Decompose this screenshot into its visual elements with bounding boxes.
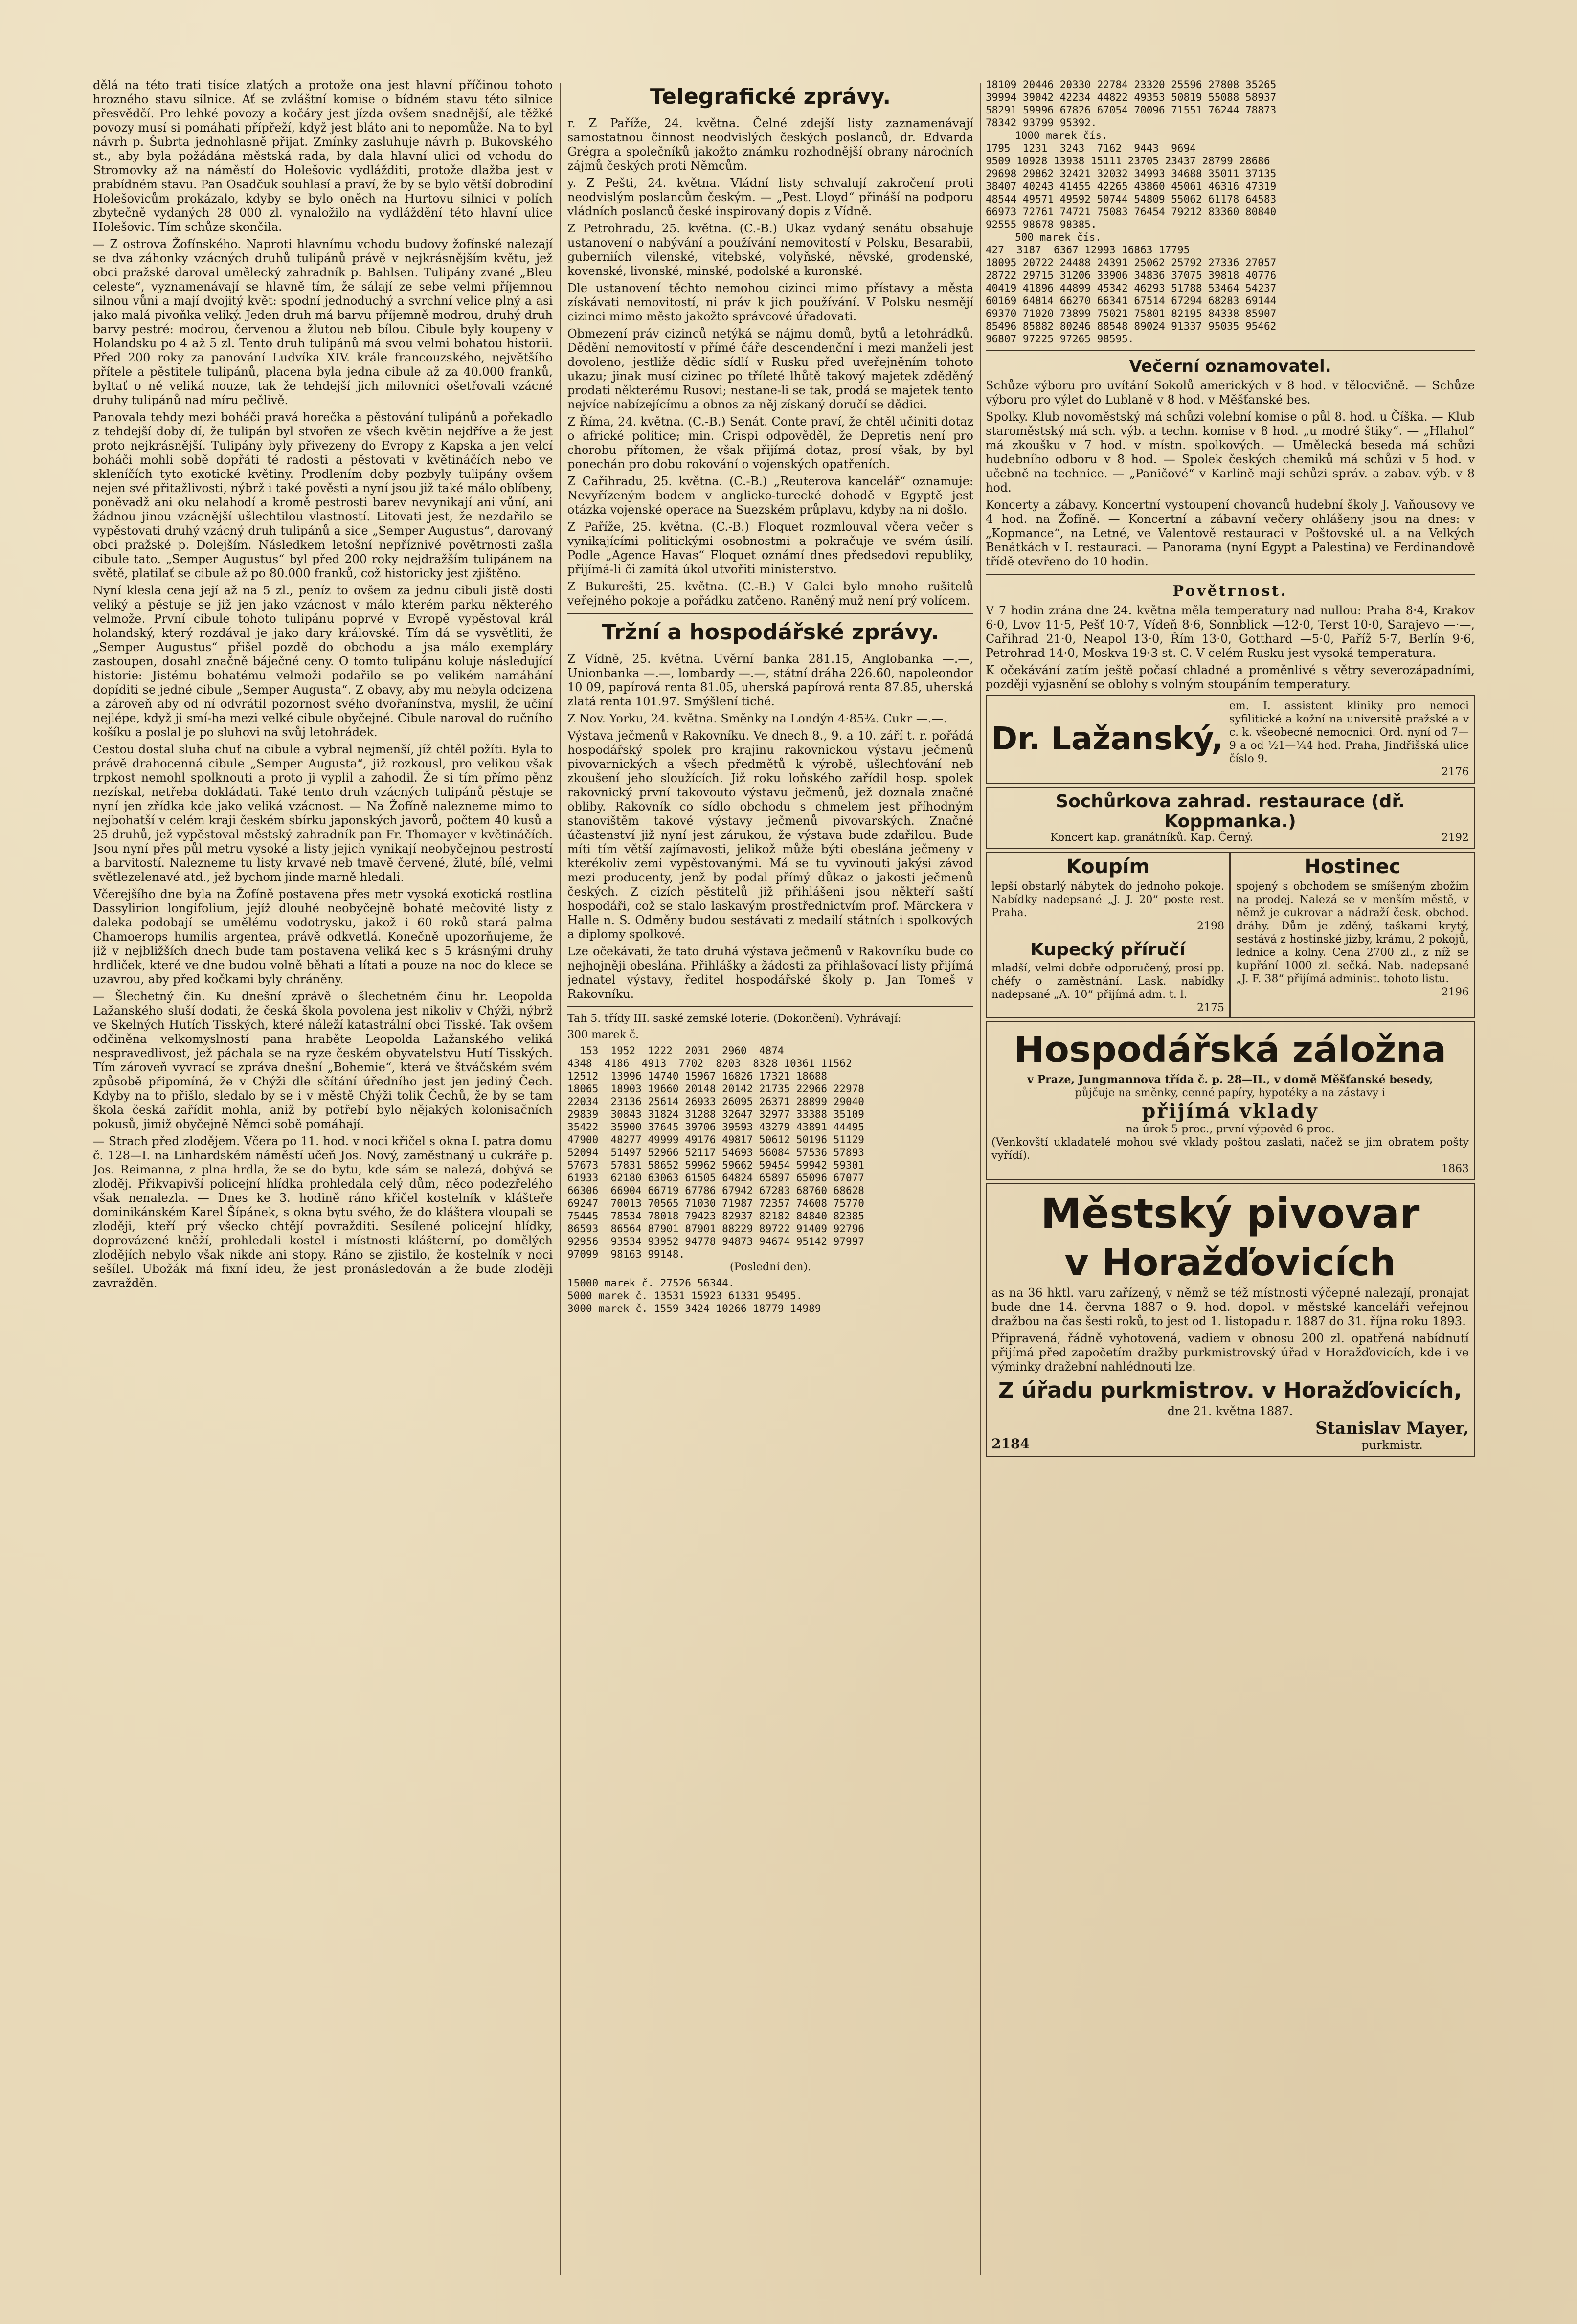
section-rule bbox=[567, 613, 973, 614]
lottery-row: 1795 1231 3243 7162 9443 9694 bbox=[986, 142, 1196, 154]
lottery-row: 96807 97225 97265 98595. bbox=[986, 333, 1134, 345]
ad-pivovar-title1: Městský pivovar bbox=[1040, 1190, 1420, 1238]
ad-zalozna-title: Hospodářská záložna bbox=[1014, 1029, 1446, 1071]
lottery-row: 427 3187 6367 12993 16863 17795 bbox=[986, 244, 1190, 256]
lottery-row: 86593 86564 87901 87901 88229 89722 91409 92796 bbox=[567, 1223, 864, 1235]
lottery-1000-title: 1000 marek čís. bbox=[1015, 130, 1108, 141]
telegram-carihrad: Z Cařihradu, 25. května. (C.-B.) „Reuterova kancelář“ oznamuje: Nevyřízeným bodem v anglicko-turecké dohodě v Egyptě jest otázka vojenské operace na Suezském průplavu, kdyby na ni došlo. bbox=[567, 474, 973, 517]
lottery-row: 47900 48277 49999 49176 49817 50612 50196 51129 bbox=[567, 1134, 864, 1146]
telegram-pariz-1: r. Z Paříže, 24. května. Čelné zdejší listy zaznamenávají samostatnou činnost neodvislých českých poslanců, dr. Edvarda Grégra a společníků jakožto známku rozhodnější obrany národních zájmů českých proti Němcům. bbox=[567, 116, 973, 173]
lottery-numbers bbox=[567, 1044, 973, 1261]
ad-hostinec-number: 2196 bbox=[1442, 986, 1469, 998]
lottery-row: 85496 85882 80246 88548 89024 91337 95035 95462 bbox=[986, 320, 1277, 332]
lottery-row: 69247 70013 70565 71030 71987 72357 74608 75770 bbox=[567, 1197, 864, 1209]
telegram-petrohrad-3: Obmezení práv cizinců netýká se nájmu domů, bytů a letohrádků. Dědění nemovitostí v přímé čáře descendenční i mezi manželi jest dovoleno, jestliže dědic sídlí v Rusku před uveřejněním tohoto ukazu; jinak musí cizinec po tříleté lhůtě takový majetek zděděný prodati některému Rusovi; nestane-li se tak, prodá se majetek tento nejvíce nabízejícímu a obnos za něj získaný doručí se dědici. bbox=[567, 327, 973, 411]
ad-lazansky-number: 2176 bbox=[1442, 766, 1469, 778]
ad-lazansky-name: Dr. Lažanský, bbox=[991, 721, 1223, 757]
ad-sochurkova-restaurace bbox=[986, 787, 1475, 849]
heading-trzni-zpravy: Tržní a hospodářské zprávy. bbox=[602, 620, 939, 645]
lottery-row: 29839 30843 31824 31288 32647 32977 33388 35109 bbox=[567, 1108, 864, 1120]
lottery-row: 66306 66904 66719 67786 67942 67283 68760 68628 bbox=[567, 1185, 864, 1196]
lottery-row: 28722 29715 31206 33906 34836 37075 39818 40776 bbox=[986, 270, 1277, 281]
evening-spolky: Spolky. Klub novoměstský má schůzi volební komise o půl 8. hod. u Číška. — Klub staroměstský má sch. výb. a techn. komise v 8 hod. „u modré štiky“. — „Hlahol“ má zkoušku v 7 hod. v místn. spolkových. — Umělecká beseda má schůzi hudebního odboru v 8 hod. — Spolek českých chemiků má schůzi v 5 hod. v učebně na technice. — „Paničové“ v Karlíně mají schůzi správ. a zabav. výb. v 8 hod. bbox=[986, 410, 1475, 495]
ad-kupecky-text: mladší, velmi dobře odporučený, prosí pp. chéfy o zaměstnání. Lask. nabídky nadepsané „A. 10“ přijímá adm. t. l. bbox=[991, 962, 1224, 1001]
lottery-row: 35422 35900 37645 39706 39593 43279 43891 44495 bbox=[567, 1121, 864, 1133]
section-rule bbox=[986, 350, 1475, 351]
lottery-row: 18065 18903 19660 20148 20142 21735 22966 22978 bbox=[567, 1083, 864, 1095]
telegram-rim: Z Říma, 24. května. (C.-B.) Senát. Conte praví, že chtěl učiniti dotaz o africké politice; min. Crispi odpověděl, že Depretis není pro chorobu přítomen, že však přijímá dotaz, prosí však, by byl ponechán pro dobu rokování o vojenských opatřeních. bbox=[567, 415, 973, 471]
lottery-row: 66973 72761 74721 75083 76454 79212 83360 80840 bbox=[986, 206, 1277, 218]
lottery-row: 9509 10928 13938 15111 23705 23437 28799 28686 bbox=[986, 155, 1270, 167]
ad-dr-lazansky bbox=[986, 695, 1475, 784]
ad-sochurkova-title: Sochůrkova zahrad. restaurace (dř. Koppmanka.) bbox=[1056, 791, 1405, 832]
lottery-tail-row: 3000 marek č. 1559 3424 10266 18779 14989 bbox=[567, 1303, 821, 1314]
telegram-pest: y. Z Pešti, 24. května. Vládní listy schvalují zakročení proti neodvislým poslancům českým. — „Pest. Lloyd“ přináší na podporu vládních poslanců české inspirovaný dopis z Vídně. bbox=[567, 176, 973, 218]
heading-povetrnost: Povětrnost. bbox=[1172, 583, 1288, 600]
ad-zalozna-line2: půjčuje na směnky, cenné papíry, hypotéky a na zástavy i bbox=[1075, 1087, 1386, 1099]
lottery-row: 69370 71020 73899 75021 75801 82195 84338 85907 bbox=[986, 308, 1277, 319]
paragraph-zofin-tulipany: — Z ostrova Žofínského. Naproti hlavnímu vchodu budovy žofínské nalezají se dva záhonky vzácných druhů tulipánů právě v nejkrásnějším květu, jež obci pražské daroval umělecký zahradník p. Bahlsen. Tulipány zvané „Bleu celeste“, vyznamenávají se hlavně tím, že sálají ze sebe velmi příjemnou silnou vůni a mají dvojitý květ: spodní jednoduchý a svrchní velice plný a asi jako malá pivoňka veliký. Jeden druh má barvu příjemně modrou, druhý druh barvy pestré: modrou, červenou a žlutou neb bílou. Cibule byly koupeny v Holandsku po 4 až 5 zl. Tento druh tulipánů má svou velmi bohatou historii. Před 200 roky za panování Ludvíka XIV. krále francouzského, největšího přítele a pěstitele tulipánů, placena byla jedna cibule až za 40.000 franků, byltať o ně veliká nouze, tak že tehdejší jich milovníci ošetřovali vzácné druhy tulipánů nad míru pečlivě. bbox=[93, 237, 553, 407]
telegram-petrohrad: Z Petrohradu, 25. května. (C.-B.) Ukaz vydaný senátu obsahuje ustanovení o nabývání a používání nemovitostí v Polsku, Besarabii, guberniích vilenské, vitebské, volyňské, něvské, grodenské, kovenské, livonské, minské, podolské a kuronské. bbox=[567, 222, 973, 278]
lottery-row: 92956 93534 93952 94778 94873 94674 95142 97997 bbox=[567, 1236, 864, 1247]
evening-koncerty: Koncerty a zábavy. Koncertní vystoupení chovanců hudební školy J. Vaňousovy ve 4 hod. na Žofíně. — Koncertní a zábavní večery ohlášeny jsou na dnes: v „Kopmance“, na Letné, ve Valentově restauraci v Poštovské ul. a na Velkých Benátkách v I. restauraci. — Panorama (nyní Egypt a Palestina) ve Ferdinandově třídě otevřeno do 10 hodin. bbox=[986, 498, 1475, 568]
lottery-row: 12512 13996 14740 15967 16826 17321 18688 bbox=[567, 1070, 828, 1082]
evening-schuze: Schůze výboru pro uvítání Sokolů amerických v 8 hod. v tělocvičně. — Schůze výboru pro výlet do Lublaně v 8 hod. v Měšťanské bes. bbox=[986, 379, 1475, 406]
ad-lazansky-text: em. I. assistent kliniky pro nemoci syfilitické a kožní na universitě pražské a v c. k. všeobecné nemocnici. Ord. nyní od 7—9 a od ½1—¼4 hod. Praha, Jindřišská ulice číslo 9. bbox=[1229, 700, 1469, 765]
paragraph-silnice: dělá na této trati tisíce zlatých a protože ona jest hlavní příčinou tohoto hrozného stavu silnice. Ať se zvláštní komise o bídném stavu této silnice přesvědčí. Pro lehké povozy a kočáry jest jízda ovšem snadnější, ale těžké povozy musí si pomáhati přípřeží, když jest bláto ani to nepomůže. Na to byl návrh p. Šubrta jednohlasně přijat. Zmínky zasluhuje návrh p. Bukovského st., aby byla požádána městská rada, by dala hlavní ulici od vchodu do Stromovky až na náměstí do Holešovic vydlážditi, protože dlažba jest v prabídném stavu. Pan Osadčuk souhlasí a praví, že by se bylo větší dobrodiní Holešovicům prokázalo, kdyby se bylo oněch na Hurtovu silnici v polích zbytečně vydaných 28 000 zl. vynaložilo na vydláždění této hlavní ulice Holešovic. Tím schůze skončila. bbox=[93, 78, 553, 234]
lottery-row: 57673 57831 58652 59962 59662 59454 59942 59301 bbox=[567, 1159, 864, 1171]
ad-pivovar-office: Z úřadu purkmistrov. v Horažďovicích, bbox=[998, 1378, 1462, 1403]
lottery-row: 29698 29862 32421 32032 34993 34688 35011 37135 bbox=[986, 168, 1277, 180]
column-telegrams bbox=[567, 78, 973, 2289]
section-rule bbox=[567, 1006, 973, 1007]
lottery-row: 78342 93799 95392. bbox=[986, 117, 1097, 129]
lottery-last-day: (Poslední den). bbox=[729, 1261, 811, 1273]
section-rule bbox=[986, 574, 1475, 575]
ad-zalozna-number: 1863 bbox=[1442, 1163, 1469, 1175]
ad-sochurkova-number: 2192 bbox=[1442, 832, 1469, 844]
heading-vecerni-oznamovatel: Večerní oznamovatel. bbox=[1129, 357, 1331, 376]
telegram-pariz-2: Z Paříže, 25. května. (C.-B.) Floquet rozmlouval včera večer s vynikajícími politickými osobnostmi a pokračuje ve svém úsilí. Podle „Agence Havas“ Floquet oznámí dnes předsedovi republiky, přijímá-li či zamítá úkol utvořiti ministerstvo. bbox=[567, 520, 973, 576]
ad-mestsky-pivovar bbox=[986, 1183, 1475, 1457]
ad-pivovar-signer: Stanislav Mayer, bbox=[1315, 1419, 1469, 1438]
lottery-row: 4348 4186 4913 7702 8203 8328 10361 11562 bbox=[567, 1058, 852, 1069]
lottery-row: 92555 98678 98385. bbox=[986, 219, 1097, 230]
paragraph-tulipany-historie: Panovala tehdy mezi boháči pravá horečka a pěstování tulipánů a pořekadlo z tehdejší doby dí, že tulipán byl stvořen ze všech květin nejdříve a že jest proto nejkrásnější. Tulipány byly přivezeny do Evropy z Kapska a jen velcí boháči mohli sobě dopřáti té radosti a pěstovati v květináčích nebo ve skleníčích tyto exotické květiny. Prodlením doby pozbyly tulipány ovšem nejen své přitažlivosti, nýbrž i také pověsti a nyní jsou již také málo oblíbeny, poněvadž ani oku nelahodí a kromě pestrosti barev nevynikají ani vůní, ani žádnou jinou vzácnější ušlechtilou vlastností. Litovati jest, že nezdařilo se vypěstovati druhý vzácný druh tulipánů a sice „Semper Augustus“, darovaný obci pražské p. Dolejším. Následkem letošní nepříznivé povětrnosti zašla cibule tato. „Semper Augustus“ byl před 200 roky nejdražším tulipánem na světě, platilať se cibule až po 80.000 franků, což historicky jest zjištěno. bbox=[93, 410, 553, 580]
ad-koupim-text: lepší obstarlý nábytek do jednoho pokoje. Nabídky nadepsané „J. J. 20“ poste rest. Praha. bbox=[991, 880, 1224, 919]
lottery-row: 61933 62180 63063 61505 64824 65897 65096 67077 bbox=[567, 1172, 864, 1184]
heading-telegraficke-zpravy: Telegrafické zprávy. bbox=[650, 84, 891, 109]
lottery-row: 18095 20722 24488 24391 25062 25792 27336 27057 bbox=[986, 257, 1277, 269]
ad-pivovar-date: dne 21. května 1887. bbox=[1167, 1404, 1293, 1418]
column-ads bbox=[986, 78, 1475, 2289]
weather-forecast: K očekávání zatím ještě počasí chladné a proměnlivé s větry severozápadními, později vyjasnění se oblohy s volným stoupáním temperatury. bbox=[986, 663, 1475, 691]
paragraph-javory: Cestou dostal sluha chuť na cibule a vybral nejmenší, jíž chtěl požíti. Byla to právě drahocenná cibule „Semper Augusta“, již rozkousl, pro velikou však trpkost nemohl spolknouti a proto ji vyplil a zahodil. Že si tím přímo pěnz nezískal, netřeba dokládati. Také tento druh vzácných tulipánů pěstuje se nyní jen zřídka kde jako veliká vzácnost. — Na Žofíně nalezneme mimo to nejbohatší v celém kraji českém sbírku japonských javorů, počtem 40 kusů a 25 druhů, jež vypěstoval městský zahradník pan Fr. Thomayer v květináčích. Jsou nyní přes půl metru vysoké a listy jejich vynikají neobyčejnou pestrostí a barvitostí. Nalezneme tu listy krvavé neb tmavě červené, žluté, bílé, velmi světlezelenavé atd., jež bychom jinde marně hledali. bbox=[93, 743, 553, 884]
ad-pivovar-signer-role: purkmistr. bbox=[1361, 1438, 1423, 1452]
weather-report: V 7 hodin zrána dne 24. května měla temperatury nad nullou: Praha 8·4, Krakov 6·0, Lvov 11·5, Pešť 10·7, Vídeň 8·6, Sonnblick —12·0, Terst 10·0, Sarajevo —·—, Cařihrad 21·0, Neapol 13·0, Řím 13·0, Gotthard —5·0, Paříž 5·7, Berlín 9·6, Petrohrad 14·0, Moskva 19·3 st. C. V celém Rusku jest vysoká temperatura. bbox=[986, 604, 1475, 660]
paragraph-strach-pred-zlodejem: — Strach před zlodějem. Včera po 11. hod. v noci křičel s okna I. patra domu č. 128—I. na Linhardském náměstí učeň Jos. Nový, zaměstnaný u cukráře p. Jos. Reimanna, z plna hrdla, že se do bytu, kde sám se nalezá, dobývá se zloděj. Přikvapivší policejní hlídka prohledala celý dům, něco podezřelého však nenalezla. — Dnes ke 3. hodině ráno křičel kostelník v klášteře dominikánském Karel Šípánek, s okna bytu svého, že do kláštera vloupali se zloději, kteří prý všecko chtějí povražditi. Sesílené policejní hlídky, doprovázené kněží, prohledali kostel i místnosti klášterní, po domělých zlodějích nebylo však nikde ani stopy. Ráno se zjistilo, že kostelník v noci sešílel. Ubožák má fixní ideu, že jest pronásledován a že bude zloději zavražděn. bbox=[93, 1134, 553, 1290]
telegram-petrohrad-2: Dle ustanovení těchto nemohou cizinci mimo přístavy a města získávati nemovitostí, ni práv k jich používání. V Polsku nesmějí cizinci mimo město jakožto správcové úřadovati. bbox=[567, 281, 973, 323]
lottery-row: 38407 40243 41455 42265 43860 45061 46316 47319 bbox=[986, 181, 1277, 192]
lottery-row: 52094 51497 52966 52117 54693 56084 57536 57893 bbox=[567, 1147, 864, 1158]
ad-koupim-number: 2198 bbox=[1197, 920, 1224, 932]
ad-pivovar-number: 2184 bbox=[991, 1436, 1030, 1452]
market-viden: Z Vídně, 25. května. Uvěrní banka 281.15, Anglobanka —.—, Unionbanka —.—, lombardy —.—, státní dráha 226.60, napoleondor 10 09, papírová renta 81.05, uherská papírová renta 87.85, uherská zlatá renta 101.97. Smýšlení tiché. bbox=[567, 652, 973, 708]
lottery-sub: 300 marek č. bbox=[567, 1029, 639, 1041]
ad-koupim-title: Koupím bbox=[1066, 856, 1150, 878]
lottery-row: 22034 23136 25614 26933 26095 26371 28899 29040 bbox=[567, 1096, 864, 1107]
lottery-row: 40419 41896 44899 45342 46293 51788 53464 54237 bbox=[986, 282, 1277, 294]
market-vystava-jecmenu: Výstava ječmenů v Rakovníku. Ve dnech 8., 9. a 10. září t. r. pořádá hospodářský spolek pro krajinu rakovnickou výstavu ječmenů pivovarnických a všech předmětů k výrobě, ušlechťování neb zkoušení jeho sloužících. Již roku loňského zařídil hosp. spolek rakovnický první takovouto výstavu ječmenů, jež doznala značné obliby. Rakovník co sídlo obchodu s chmelem jest příhodným stanovištěm takové výstavy ječmenů pivovarských. Značné účastenství již nyní jest zárukou, že výstava bude zdařilou. Bude míti tím větší zajímavosti, jelikož může býti obeslána ječmeny v kterékoliv zemi vypěstovanými. Má se tu vyvinouti jakýsi závod mezi producenty, jenž by podal přímý důkaz o jakosti ječmenů českých. Z cizích pěstitelů již přihlášeni jsou někteří saští hospodáři, což se stalo laskavým prostřednictvím prof. Märckera v Halle n. S. Odměny budou sestávati z medailí státních i spolkových a diplomy spolkové. bbox=[567, 729, 973, 941]
column-divider bbox=[980, 83, 981, 2275]
column-divider bbox=[560, 83, 561, 2275]
lottery-row: 58291 59996 67826 67054 70096 71551 76244 78873 bbox=[986, 104, 1277, 116]
ad-zalozna-line3: na úrok 5 proc., první výpověd 6 proc. bbox=[1126, 1123, 1335, 1135]
lottery-row: 75445 78534 78018 79423 82937 82182 84840 82385 bbox=[567, 1210, 864, 1222]
lottery-row: 18109 20446 20330 22784 23320 25596 27808 35265 bbox=[986, 79, 1277, 90]
ad-hostinec-title: Hostinec bbox=[1304, 856, 1401, 878]
ad-row-koupim-hostinec bbox=[986, 852, 1475, 1018]
ad-pivovar-text: as na 36 hktl. varu zařízený, v němž se též místnosti výčepné nalezají, pronajat bude dne 14. června 1887 o 9. hod. dopol. v městské kanceláři veřejnou dražbou na čas šesti roků, to jest od 1. listopadu r. 1887 do 31. října roku 1893. bbox=[991, 1286, 1469, 1328]
lottery-numbers-continued bbox=[986, 78, 1475, 345]
ad-pivovar-text2: Připravená, řádně vyhotovená, vadiem v obnosu 200 zl. opatřená nabídnutí přijímá před započetím dražby purkmistrovský úřad v Horažďovicích, kde i ve výminky dražební nahlédnouti lze. bbox=[991, 1331, 1469, 1374]
ad-hostinec bbox=[1230, 852, 1475, 1018]
ad-kupecky-title: Kupecký příručí bbox=[1030, 940, 1186, 960]
ad-kupecky-number: 2175 bbox=[1197, 1002, 1224, 1014]
ad-sochurkova-text: Koncert kap. granátníků. Kap. Černý. bbox=[1050, 832, 1253, 844]
ad-hostinec-text: spojený s obchodem se smíšeným zbožím na prodej. Nalezá se v menším městě, v němž je cukrovar a nádraží česk. obchod. dráhy. Dům je zděný, taškami krytý, sestává z hostinské jizby, krámu, 2 pokojů, lednice a kolny. Cena 2700 zl., z níž se kupřání 1000 zl. sečká. Nab. nadepsané „J. F. 38“ přijímá administ. tohoto listu. bbox=[1236, 880, 1469, 985]
market-new-york: Z Nov. Yorku, 24. května. Směnky na Londýn 4·85¾. Cukr —.—. bbox=[567, 712, 947, 725]
lottery-row: 48544 49571 49592 50744 54809 55062 61178 64583 bbox=[986, 193, 1277, 205]
lottery-tail-row: 5000 marek č. 13531 15923 61331 95495. bbox=[567, 1290, 803, 1302]
paragraph-semper-augustus: Nyní klesla cena její až na 5 zl., peníz to ovšem za jednu cibuli jistě dosti veliký a pěstuje se již jen jako vzácnost v málo kterém parku některého velmože. První cibule tohoto tulipánu poprvé v Evropě vypěstoval král holandský, který rozdával je jako dary královské. Tím dá se vysvětliti, že „Semper Augustus“ přišel pozdě do obchodu a jsa málo exempláry zastoupen, dosahl značně báječné ceny. O tomto tulipánu koluje následující historie: Jistému bohatému velmoži podařilo se po velikém namáhání dopíditi se jedné cibule „Semper Augusta“. Z obavy, aby mu nebyla odcizena a zároveň aby od ní odvrátil pozornost svého dvořanínstva, myslil, že učiní nejlépe, když ji smí-ha mezi velké cibule obyčejné. Cibule naroval do ručního košíku a poslal je po sluhovi na svůj letohrádek. bbox=[93, 584, 553, 739]
column-local-news bbox=[93, 78, 553, 2289]
ad-zalozna-line1: v Praze, Jungmannova třída č. p. 28—II., v domě Měšťanské besedy, bbox=[1027, 1073, 1433, 1086]
lottery-title: Tah 5. třídy III. saské zemské loterie. (Dokončení). Vyhrávají: bbox=[567, 1013, 901, 1025]
lottery-row: 97099 98163 99148. bbox=[567, 1248, 685, 1260]
lottery-row: 60169 64814 66270 66341 67514 67294 68283 69144 bbox=[986, 295, 1277, 307]
ad-zalozna-title2: přijímá vklady bbox=[1142, 1100, 1319, 1123]
ad-koupim bbox=[986, 852, 1230, 1018]
lottery-row: 39994 39042 42234 44822 49353 50819 55088 58937 bbox=[986, 91, 1277, 103]
ad-pivovar-title2: v Horažďovicích bbox=[1064, 1241, 1396, 1284]
lottery-500-title: 500 marek čís. bbox=[1015, 231, 1102, 243]
ad-zalozna-line4: (Venkovští ukladatelé mohou své vklady poštou zaslati, načež se jim obratem pošty vyřídí). bbox=[991, 1136, 1469, 1162]
ad-hospodarska-zalozna bbox=[986, 1021, 1475, 1180]
lottery-row: 153 1952 1222 2031 2960 4874 bbox=[567, 1045, 784, 1057]
telegram-bukurest: Z Bukurešti, 25. května. (C.-B.) V Galci bylo mnoho rušitelů veřejného pokoje a pořádku zatčeno. Raněný muž není prý volícem. bbox=[567, 580, 973, 608]
market-vystava-jecmenu-2: Lze očekávati, že tato druhá výstava ječmenů v Rakovníku bude co nejhojněji obeslána. Přihlášky a žádosti za přihlašovací listy přijímá jednatel výstavy, ředitel hospodářské školy p. Jan Tomeš v Rakovníku. bbox=[567, 945, 973, 1001]
lottery-tail-row: 15000 marek č. 27526 56344. bbox=[567, 1277, 735, 1289]
paragraph-rostliny: Včerejšího dne byla na Žofíně postavena přes metr vysoká exotická rostlina Dassylirion longifolium, jejíž dlouhé neobyčejně bohaté mečovité listy z daleka podobají se umělému vodotrysku, jakož i 60 roků stará palma Chamoerops humilis argentea, právě odkvetlá. Konečně upozorňujeme, že již v nejbližších dnech bude tam postavena veliká kec s 5 krásnými druhy hrdliček, které ve dne budou volně běhati a lítati a pouze na noc do klece se uzavrou, aby před kočkami byly chráněny. bbox=[93, 887, 553, 986]
paragraph-slechetny-cin: — Šlechetný čin. Ku dnešní zprávě o šlechetném činu hr. Leopolda Lažanského sluší dodati, že česká škola povolena jest nikoliv v Chýži, nýbrž ve Skelných Hutích Tisských, které náleží katastrální obci Tisské. Tak ovšem odčiněna velkomyslností pana hraběte Leopolda Lažanského veliká nespravedlivost, jež páchala se na ryze českém obyvatelstvu Hutí Tisských. Tím zároveň vyvrací se zpráva dnešní „Bohemie“, která ve štváčském svém způsobě připomíná, že v Chýži dle sčítání úředního jest jen jediný Čech. Kdyby na to přišlo, sledalo by se i v městě Chýži tolik Čechů, že by se tam škola česká zařídit mohla, aniž by potřebí bylo nějakých kolonisačních pokusů, jimiž obyčejně Němci sobě pomáhají. bbox=[93, 990, 553, 1131]
